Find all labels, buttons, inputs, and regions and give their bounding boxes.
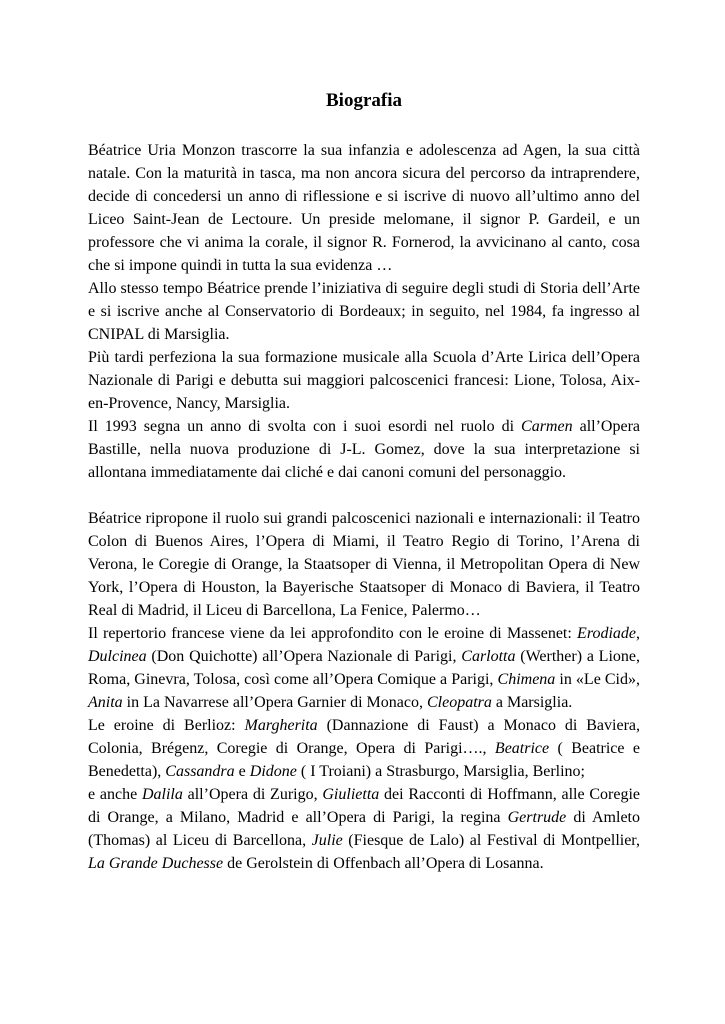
- italic-text: Didone: [249, 763, 297, 780]
- text-run: Il 1993 segna un anno di svolta con i suoi esordi nel ruolo di: [88, 418, 522, 435]
- text-run: de Gerolstein di Offenbach all’Opera di Losanna.: [223, 855, 544, 872]
- italic-text: Margherita: [244, 717, 318, 734]
- italic-text: La Grande Duchesse: [88, 855, 224, 872]
- text-run: ( I Troiani) a Strasburgo, Marsiglia, Berlino;: [296, 763, 585, 780]
- italic-text: Cleopatra: [426, 694, 492, 711]
- text-run: in «Le Cid»,: [555, 671, 641, 688]
- text-run: ,: [636, 625, 640, 642]
- text-run: (Werther) a Lione, Roma, Ginevra, Tolosa, così come all’Opera Comique a Parigi,: [88, 648, 641, 688]
- italic-text: Carlotta: [461, 648, 516, 665]
- paragraph: [88, 622, 640, 714]
- text-run: ( Beatrice e Benedetta),: [88, 740, 640, 780]
- italic-text: Anita: [88, 694, 123, 711]
- text-run: Più tardi perfeziona la sua formazione musicale alla Scuola d’Arte Lirica dell’Opera Nazionale di Parigi e debutta sui maggiori palcoscenici francesi: Lione, Tolosa, Aix-en-Provence, Nancy, Marsiglia.: [88, 349, 640, 412]
- text-run: e anche: [88, 786, 142, 803]
- text-run: Il repertorio francese viene da lei approfondito con le eroine di Massenet:: [88, 625, 578, 642]
- text-run: all’Opera Bastille, nella nuova produzione di J-L. Gomez, dove la sua interpretazione si allontana immediatamente dai cliché e dai canoni comuni del personaggio.: [88, 418, 640, 481]
- paragraph: [88, 783, 640, 875]
- italic-text: Giulietta: [322, 786, 380, 803]
- text-run: (Don Quichotte) all’Opera Nazionale di Parigi,: [146, 648, 462, 665]
- paragraph-spacer: [88, 484, 640, 507]
- paragraph: [88, 346, 640, 415]
- italic-text: Beatrice: [494, 740, 550, 757]
- italic-text: Cassandra: [165, 763, 235, 780]
- biography-text: [88, 139, 640, 875]
- text-run: e: [234, 763, 250, 780]
- text-run: (Fiesque de Lalo) al Festival di Montpellier,: [342, 832, 640, 849]
- document-title: Biografia: [326, 90, 402, 111]
- italic-text: Julie: [311, 832, 343, 849]
- italic-text: Erodiade: [577, 625, 636, 642]
- text-run: Allo stesso tempo Béatrice prende l’iniziativa di seguire degli studi di Storia dell’Arte e si iscrive anche al Conservatorio di Bordeaux; in seguito, nel 1984, fa ingresso al CNIPAL di Marsiglia.: [88, 280, 640, 343]
- paragraph: [88, 277, 640, 346]
- text-run: a Marsiglia.: [491, 694, 573, 711]
- text-run: in La Navarrese all’Opera Garnier di Monaco,: [122, 694, 427, 711]
- italic-text: Gertrude: [507, 809, 567, 826]
- document-page: [88, 84, 640, 875]
- paragraph: [88, 415, 640, 484]
- text-run: Béatrice Uria Monzon trascorre la sua infanzia e adolescenza ad Agen, la sua città natale. Con la maturità in tasca, ma non ancora sicura del percorso da intraprendere, decide di concedersi un anno di riflessione e si iscrive di nuovo all’ultimo anno del Liceo Saint-Jean de Lectoure. Un preside melomane, il signor P. Gardeil, e un professore che vi anima la corale, il signor R. Fornerod, la avvicinano al canto, cosa che si impone quindi in tutta la sua evidenza …: [88, 142, 640, 274]
- text-run: Le eroine di Berlioz:: [88, 717, 245, 734]
- text-run: Béatrice ripropone il ruolo sui grandi palcoscenici nazionali e internazionali: il Teatro Colon di Buenos Aires, l’Opera di Miami, il Teatro Regio di Torino, l’Arena di Verona, le Coregie di Orange, la Staatsoper di Vienna, il Metropolitan Opera di New York, l’Opera di Houston, la Bayerische Staatsoper di Monaco di Baviera, il Teatro Real di Madrid, il Liceu di Barcellona, La Fenice, Palermo…: [88, 510, 640, 619]
- italic-text: Carmen: [521, 418, 573, 435]
- italic-text: Dalila: [141, 786, 183, 803]
- paragraph: [88, 139, 640, 277]
- text-run: (Dannazione di Faust) a Monaco di Baviera, Colonia, Brégenz, Coregie di Orange, Opera di Parigi….,: [88, 717, 640, 757]
- paragraph: [88, 507, 640, 622]
- text-run: dei Racconti di Hoffmann, alle Coregie di Orange, a Milano, Madrid e all’Opera di Parigi, la regina: [88, 786, 640, 826]
- italic-text: Chimena: [497, 671, 556, 688]
- text-run: di Amleto (Thomas) al Liceu di Barcellona,: [88, 809, 640, 849]
- paragraph: [88, 714, 640, 783]
- italic-text: Dulcinea: [88, 648, 147, 665]
- text-run: all’Opera di Zurigo,: [182, 786, 323, 803]
